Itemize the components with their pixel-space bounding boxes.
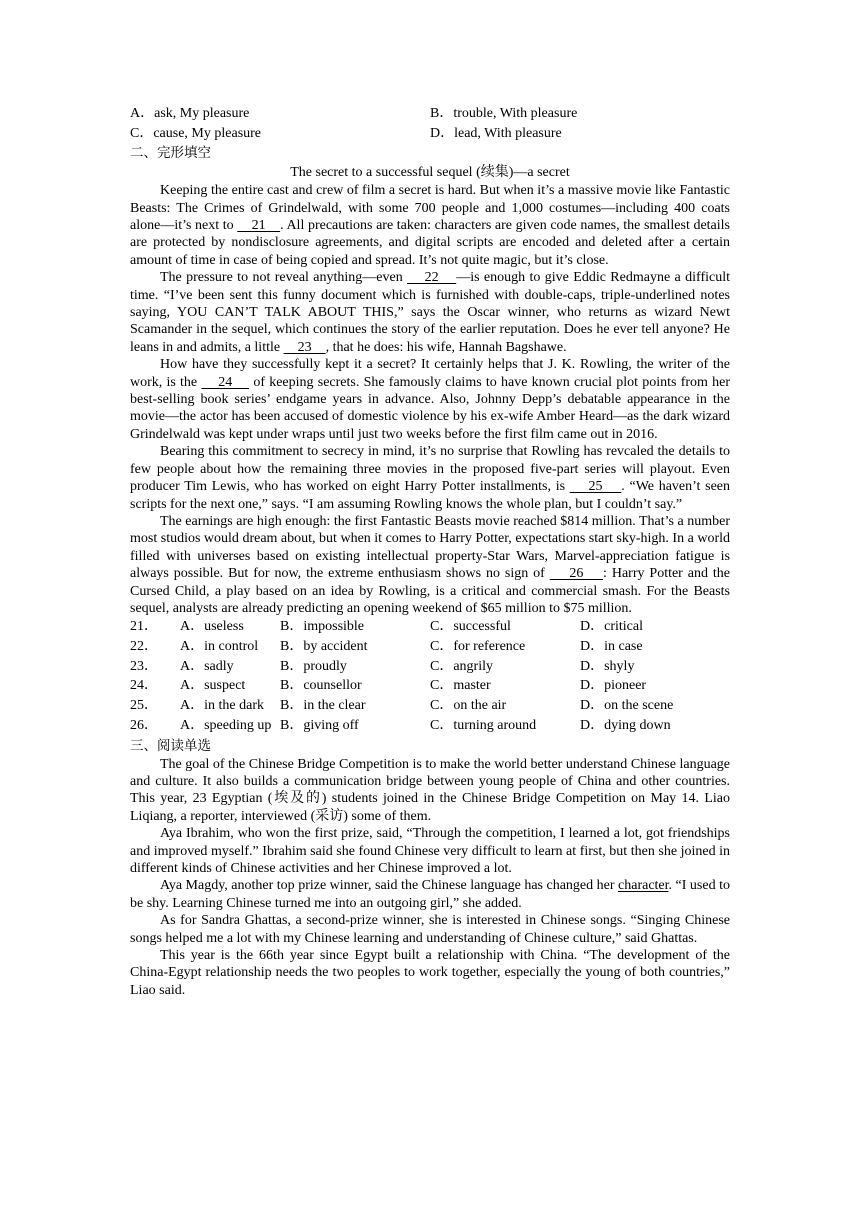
option-b: B．giving off [280, 717, 359, 733]
option-c: C．successful [430, 619, 511, 635]
reading-paragraph-2: Aya Ibrahim, who won the first prize, said, “Through the competition, I learned a lot, got friendships and improved myself.” Ibrahim said she found Chinese very difficult to learn at first, but then she joined in different kinds of Chinese activities and her Chinese improved a lot. [130, 826, 730, 876]
option-a: A．useless [180, 619, 244, 635]
option-d: D．dying down [580, 717, 671, 733]
option-d: D．on the scene [580, 698, 674, 714]
document-page [130, 104, 730, 999]
question-number: 23． [130, 658, 158, 674]
reading-paragraph-1: The goal of the Chinese Bridge Competition is to make the world better understand Chinese language and culture. It also builds a communication bridge between young people of China and other countries. This year, 23 Egyptian (埃及的) students joined in the Chinese Bridge Competition on May 14. Liao Liqiang, a reporter, interviewed (采访) some of them. [130, 756, 730, 824]
option-row [130, 104, 730, 124]
question-number: 21． [130, 619, 158, 635]
option-c: C．for reference [430, 639, 526, 655]
blank-23: 23 [283, 339, 326, 355]
question-row [130, 676, 730, 696]
blank-25: 25 [569, 479, 622, 495]
blank-26: 26 [549, 566, 604, 582]
option-d: D．lead, With pleasure [430, 125, 562, 141]
question-row [130, 617, 730, 637]
option-c: C．master [430, 678, 491, 694]
option-a: A．ask, My pleasure [130, 106, 250, 121]
passage-title: The secret to a successful sequel (续集)—a secret [290, 165, 570, 181]
option-a: A．sadly [180, 658, 234, 674]
option-c: C．cause, My pleasure [130, 125, 262, 141]
cloze-paragraph-5: The earnings are high enough: the first Fantastic Beasts movie reached $814 million. That’s a number most studios would dream about, but when it comes to Harry Potter, expectations start sky-high. In a world filled with universes based on existing intellectual property-Star Wars, Marvel-appreciation fatigue is always possible. But for now, the extreme enthusiasm shows no sign of 26 : Harry Potter and the Cursed Child, a play based on an idea by Rowling, is a critical and commercial smash. For the Beasts sequel, analysts are already predicting an opening weekend of $65 million to $75 million. [130, 513, 730, 616]
option-c: C．angrily [430, 658, 493, 674]
option-d: D．critical [580, 619, 643, 635]
cloze-paragraph-2: The pressure to not reveal anything—even 22 —is enough to give Eddic Redmayne a difficult time. “I’ve been sent this funny document which is furnished with double-caps, triple-underlined notes saying, YOU CAN’T TALK ABOUT THIS,” says the Oscar winner, who returns as wizard Newt Scamander in the sequel, which continues the story of the earlier reputation. Does he ever tell anyone? He leans in and admits, a little 23 , that he does: his wife, Hannah Bagshawe. [130, 270, 730, 355]
question-row [130, 657, 730, 677]
option-a: A．speeding up [180, 717, 272, 733]
option-d: D．pioneer [580, 678, 647, 694]
blank-22: 22 [407, 270, 457, 286]
option-b: B．proudly [280, 658, 347, 674]
cloze-paragraph-4: Bearing this commitment to secrecy in mind, it’s no surprise that Rowling has revcaled the details to few people about how the remaining three movies in the proposed five-part series will playout. Even producer Tim Lewis, who has worked on eight Harry Potter installments, is 25 . “We haven’t seen scripts for the next one,” says. “I am assuming Rowling knows the whole plan, but I couldn’t say.” [130, 444, 731, 512]
question-row [130, 637, 730, 657]
question-number: 25． [130, 698, 158, 714]
option-d: D．shyly [580, 658, 635, 674]
reading-paragraph-5: This year is the 66th year since Egypt built a relationship with China. “The development of the China-Egypt relationship needs the two peoples to work together, especially the young of both countries,” Liao said. [130, 948, 730, 998]
section-heading-reading: 三、阅读单选 [130, 737, 211, 754]
reading-paragraph-3: Aya Magdy, another top prize winner, said the Chinese language has changed her character. “I used to be shy. Learning Chinese turned me into an outgoing girl,” she added. [130, 878, 730, 911]
question-row [130, 696, 730, 716]
section-heading-cloze: 二、完形填空 [130, 145, 211, 162]
question-row [130, 716, 730, 736]
question-number: 26． [130, 717, 158, 733]
cloze-paragraph-1: Keeping the entire cast and crew of film a secret is hard. But when it’s a massive movie like Fantastic Beasts: The Crimes of Grindelwald, with some 700 people and 1,000 costumes—including 400 coats alone—it’s next to 21 . All precautions are taken: characters are given code names, the smallest details are protected by nondisclosure agreements, and digital scripts are encoded and deleted after a certain amount of time in case of being copied and spread. It’s not quite magic, but it’s close. [130, 183, 730, 268]
underlined-word: character [618, 878, 669, 894]
question-number: 22． [130, 639, 158, 655]
option-c: C．turning around [430, 717, 537, 733]
question-number: 24． [130, 678, 158, 694]
reading-paragraph-4: As for Sandra Ghattas, a second-prize winner, she is interested in Chinese songs. “Singing Chinese songs helped me a lot with my Chinese learning and understanding of Chinese culture,” said Ghattas. [130, 913, 730, 946]
option-b: B．in the clear [280, 698, 366, 714]
blank-24: 24 [201, 374, 250, 390]
option-c: C．on the air [430, 698, 507, 714]
option-d: D．in case [580, 639, 643, 655]
option-b: B．by accident [280, 639, 368, 655]
option-b: B．counsellor [280, 678, 362, 694]
option-a: A．in control [180, 639, 259, 655]
option-row [130, 124, 730, 144]
cloze-paragraph-3: How have they successfully kept it a secret? It certainly helps that J. K. Rowling, the writer of the work, is the 24 of keeping secrets. She famously claims to have known crucial plot points from her best-selling book series’ endgame years in advance. Also, Johnny Depp’s debatable appearance in the movie—the actor has been accused of domestic violence by his ex-wife Amber Heard—as the dark wizard Grindelwald was kept under wraps until just two weeks before the first film came out in 2016. [130, 357, 731, 442]
blank-21: 21 [237, 218, 281, 233]
option-a: A．suspect [180, 678, 246, 694]
option-b: B．trouble, With pleasure [430, 106, 578, 121]
question-list [130, 617, 730, 735]
option-b: B．impossible [280, 619, 365, 635]
option-a: A．in the dark [180, 698, 264, 714]
